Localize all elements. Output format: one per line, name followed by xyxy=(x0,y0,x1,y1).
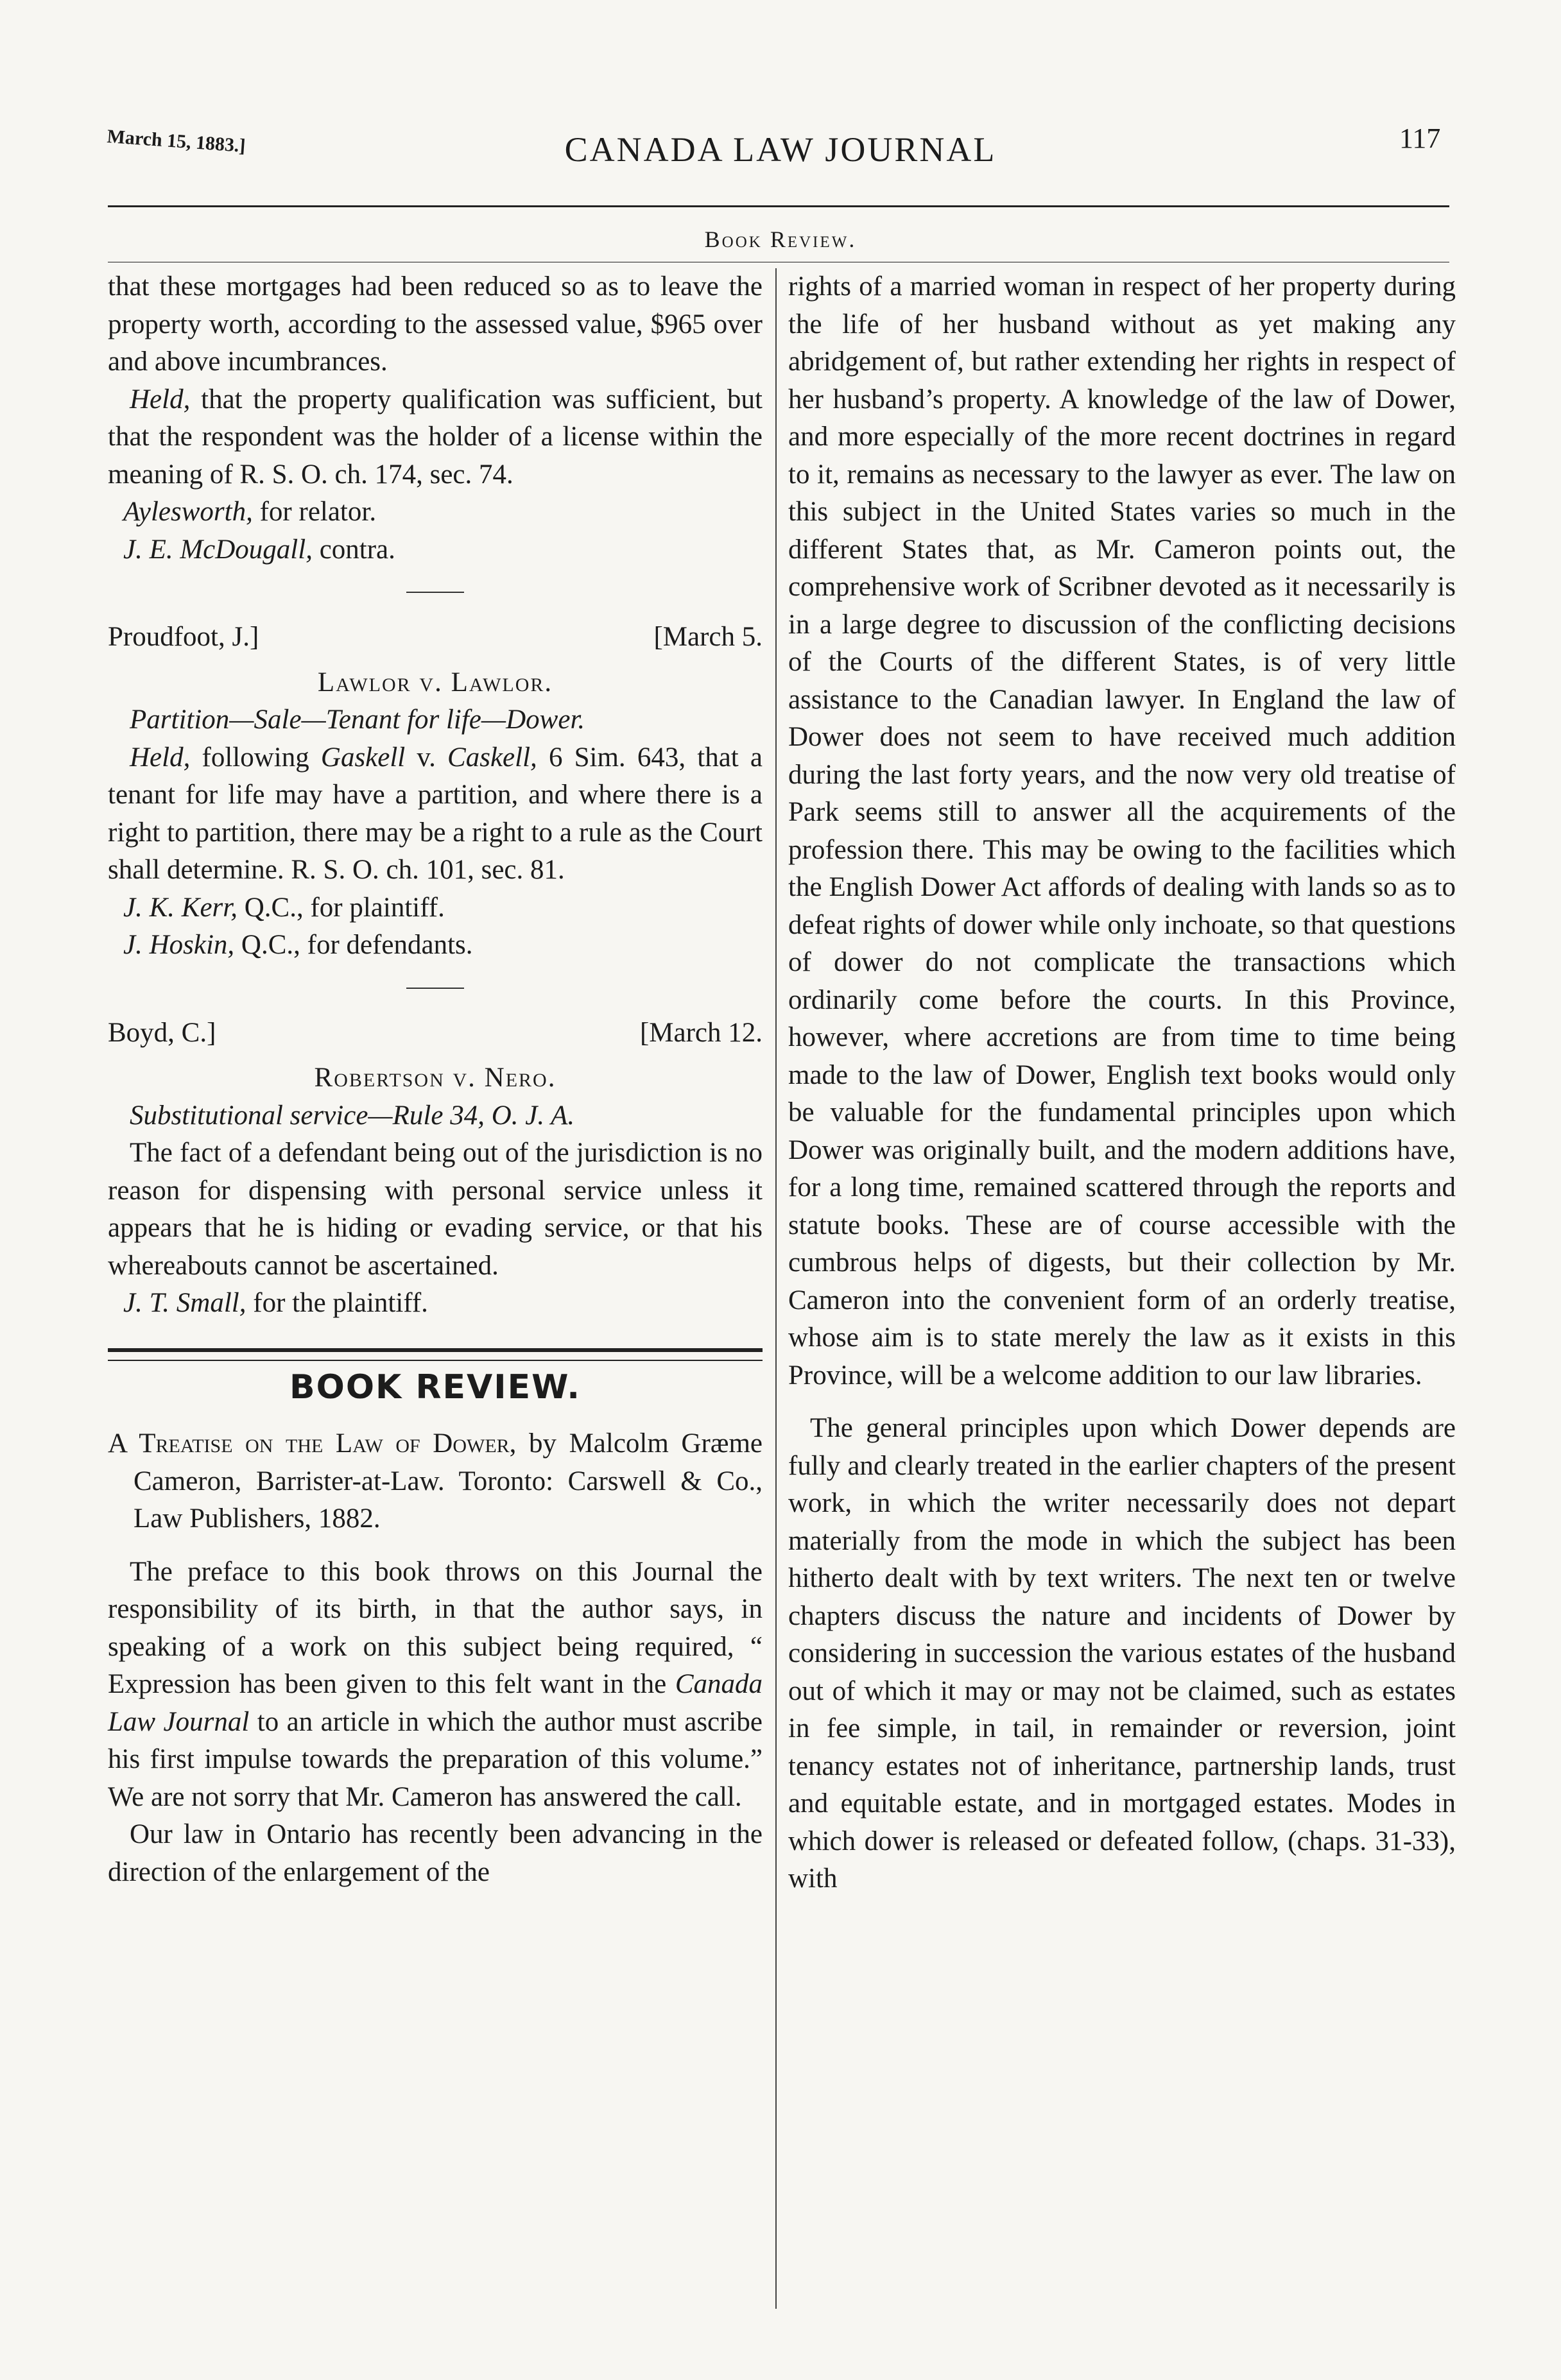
case-2-headnote: Partition—Sale—Tenant for life—Dower. xyxy=(130,705,585,735)
case-3-counsel: J. T. Small, for the plaintiff. xyxy=(123,1288,428,1318)
case-2-judge: Proudfoot, J.] xyxy=(108,622,259,652)
column-divider xyxy=(775,268,777,2309)
held-label: Held, xyxy=(130,384,191,415)
case-3-court-line xyxy=(108,1014,763,1052)
review-paragraph-2: The general principles upon which Dower depends are fully and clearly treated in the earlier chapters of the present work, in which the writer necessarily does not depart materially from the mode in which the subject has been hitherto dealt with by text writers. The next ten or twelve chapters discuss the nature and incidents of Dower by considering in succession the various estates of the husband out of which it may or may not be claimed, such as estates in fee simple, in tail, in remainder or reversion, joint tenancy estates not of inheritance, partnership lands, trust and equitable estate, and in mortgaged estates. Modes in which dower is released or defeated follow, (chaps. 31-33), with xyxy=(788,1413,1456,1894)
case-3-body: The fact of a defendant being out of the jurisdiction is no reason for dispensing with personal service unless it appears that he is hiding or evading service, or that his whereabouts cannot be ascertained. xyxy=(108,1138,763,1281)
case-2-title: Lawlor v. Lawlor. xyxy=(317,667,553,698)
case-2-court-line xyxy=(108,619,763,656)
book-citation: A Treatise on the Law of Dower, by Malcolm Græme Cameron, Barrister-at-Law. Toronto: Carswell & Co., Law Publishers, 1882. xyxy=(108,1428,763,1534)
case-2-date: [March 5. xyxy=(653,622,763,652)
right-column xyxy=(788,268,1456,1898)
left-column xyxy=(108,268,763,1891)
case-2-counsel-defendants: J. Hoskin, Q.C., for defendants. xyxy=(123,930,473,960)
case-3-judge: Boyd, C.] xyxy=(108,1017,216,1048)
issue-date: March 15, 1883.] xyxy=(106,126,246,157)
case-2-holding: Held, following Gaskell v. Caskell, 6 Sim. 643, that a tenant for life may have a partition, and where there is a right to partition, there may be a right to a rule as the Court shall determine. R. S. O. ch. 101, sec. 81. xyxy=(108,742,763,885)
counsel-contra: J. E. McDougall, contra. xyxy=(123,534,395,565)
case-3-date: [March 12. xyxy=(639,1017,763,1048)
review-paragraph-1: rights of a married woman in respect of her property during the life of her husband without as yet making any abridgement of, but rather extending her rights in respect of her husband’s property. A knowledge of the law of Dower, and more especially of the more recent doctrines in regard to it, remains as necessary to the lawyer as ever. The law on this subject in the United States varies so much in the different States that, as Mr. Cameron points out, the comprehensive work of Scribner devoted as it necessarily is in a large degree to discussion of the conflicting decisions of the Courts of the different States, is of very little assistance to the Canadian lawyer. In England the law of Dower does not seem to have received much addition during the last forty years, and the now very old treatise of Park seems still to answer all the acquirements of the profession there. This may be owing to the facilities which the English Dower Act affords of dealing with lands so as to defeat rights of dower while only inchoate, so that questions of dower do not complicate the transactions which ordinarily come before the courts. In this Province, however, where accretions are from time to time being made to the law of Dower, English text books would only be valuable for the fundamental principles upon which Dower was originally built, and the modern additions have, for a long time, remained scattered through the reports and statute books. These are of course accessible with the cumbrous helps of digests, but their collection by Mr. Cameron into the convenient form of an orderly treatise, whose aim is to state merely the law as it exists in this Province, will be a welcome addition to our law libraries. xyxy=(788,271,1456,1391)
case-2-counsel-plaintiff: J. K. Kerr, Q.C., for plaintiff. xyxy=(123,892,445,923)
preface-paragraph: The preface to this book throws on this Journal the responsibility of its birth, in that the author says, in speaking of a work on this subject being required, “ Expression has been given to this felt want in the Canada Law Journal to an article in which the author must ascribe his first impulse towards the preparation of this volume.” We are not sorry that Mr. Cameron has answered the call. xyxy=(108,1556,763,1812)
case-separator xyxy=(406,592,464,593)
book-review-rule xyxy=(108,1348,763,1361)
section-header: Book Review. xyxy=(704,227,857,252)
page-number: 117 xyxy=(1399,123,1441,154)
book-review-title: BOOK REVIEW. xyxy=(289,1367,581,1407)
case-3-headnote: Substitutional service—Rule 34, O. J. A. xyxy=(130,1100,575,1131)
header-rule xyxy=(108,205,1449,207)
journal-title: CANADA LAW JOURNAL xyxy=(564,130,997,169)
case-3-title: Robertson v. Nero. xyxy=(314,1063,556,1093)
counsel-relator: Aylesworth, for relator. xyxy=(123,497,377,527)
case-separator xyxy=(406,988,464,989)
case-1-continuation: that these mortgages had been reduced so as to leave the property worth, according to the assessed value, $965 over and above incumbrances. xyxy=(108,271,763,377)
case-1-holding: Held, that the property qualification was sufficient, but that the respondent was the holder of a license within the meaning of R. S. O. ch. 174, sec. 74. xyxy=(108,384,763,490)
ontario-paragraph: Our law in Ontario has recently been advancing in the direction of the enlargement of the xyxy=(108,1819,763,1887)
